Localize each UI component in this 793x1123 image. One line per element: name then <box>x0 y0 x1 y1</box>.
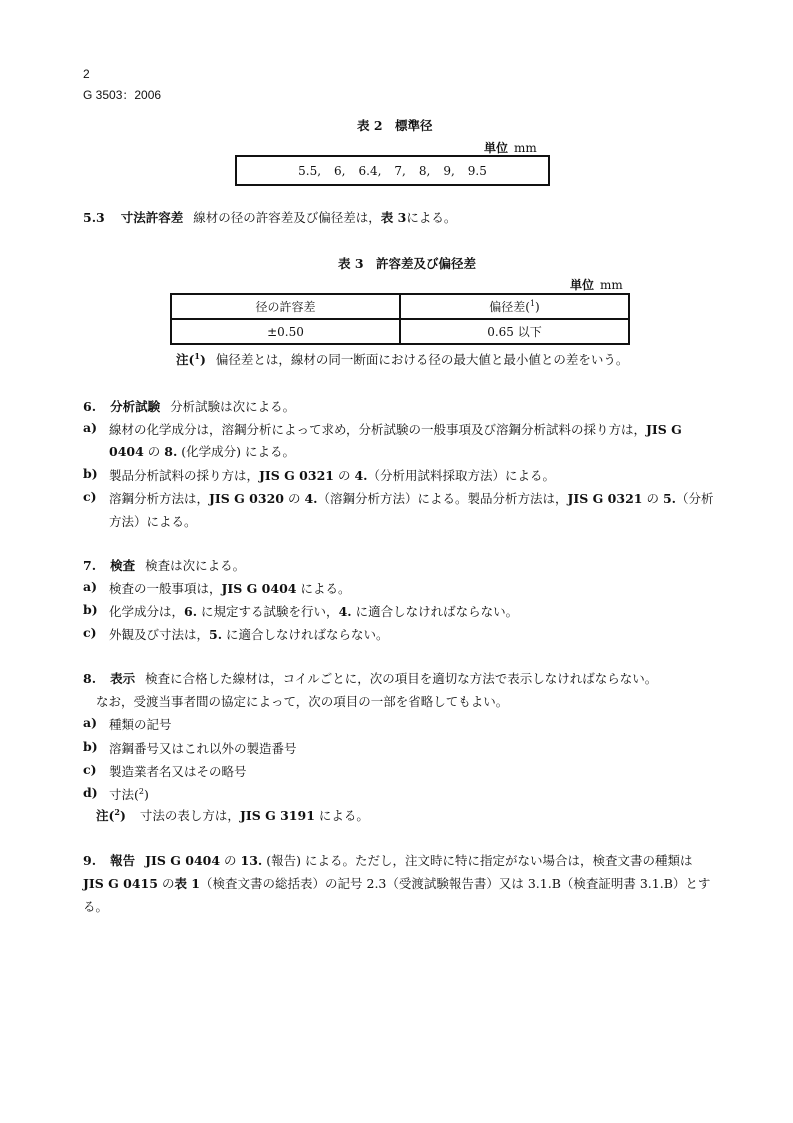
section-title: 報告 <box>110 853 136 868</box>
standard-diameter-values <box>298 164 487 178</box>
section-5-3 <box>83 208 456 226</box>
note-label: 注( <box>96 808 115 823</box>
list-item-b <box>109 466 555 484</box>
diameter-value: 7, <box>394 163 406 178</box>
diameter-value: 8, <box>418 163 431 178</box>
section-intro: 検査に合格した線材は，コイルごとに，次の項目を適切な方法で表示しなければならない。 <box>145 671 658 686</box>
table-ref: 表 3 <box>380 210 407 225</box>
section-title: 寸法許容差 <box>120 210 184 225</box>
list-item-a: 種類の記号 <box>109 717 172 732</box>
standard-code: G 3503：2006 <box>83 88 162 102</box>
list-key-c: c) <box>83 625 97 640</box>
text: 寸法( <box>109 787 139 802</box>
text: の <box>333 468 355 483</box>
section-9-line-3: る。 <box>83 899 109 914</box>
text: （検査文書の総括表）の記号 2.3（受渡試験報告書）又は 3.1.B（検査証明書 3.1.B）とす <box>200 876 711 891</box>
list-key-b: b) <box>83 739 98 754</box>
header-out-of-roundness <box>400 294 629 319</box>
section-8 <box>83 669 657 687</box>
text: （溶鋼分析方法）による。製品分析方法は， <box>317 491 568 506</box>
jis-ref: JIS G <box>646 422 682 437</box>
jis-ref: JIS G 0404 <box>221 581 297 596</box>
list-item-a <box>109 420 682 438</box>
note-close: ) <box>120 808 126 823</box>
jis-ref: JIS G 0321 <box>567 491 643 506</box>
diameter-value: 5.5, <box>298 163 322 178</box>
text: （分析用試料採取方法）による。 <box>367 468 556 483</box>
jis-ref: 0404 <box>109 444 144 459</box>
list-item-c <box>109 489 714 507</box>
header-close: ) <box>535 300 540 314</box>
table2-caption: 表 2 標準径 <box>357 118 433 133</box>
list-key-a: a) <box>83 420 98 435</box>
clause-ref: 6. <box>184 604 198 619</box>
table3-caption: 表 3 許容差及び偏径差 <box>338 256 477 271</box>
text: の <box>220 853 241 868</box>
section-9 <box>83 851 692 869</box>
clause-ref: 4. <box>338 604 352 619</box>
section-text: 線材の径の許容差及び偏径差は， <box>193 210 381 225</box>
table2-unit-value: mm <box>514 141 537 155</box>
section-8-note <box>96 806 369 824</box>
page-number: 2 <box>83 67 90 81</box>
list-key-b: b) <box>83 602 98 617</box>
diameter-value: 6.4, <box>358 163 382 178</box>
text: 寸法の表し方は， <box>139 808 240 823</box>
note-text: 偏径差とは，線材の同一断面における径の最大値と最小値との差をいう。 <box>215 352 629 367</box>
cell-diameter-tolerance: ±0.50 <box>171 319 400 344</box>
text: （分析 <box>676 491 714 506</box>
section-7 <box>83 556 245 574</box>
list-item-b <box>109 602 518 620</box>
text: 溶鋼分析方法は， <box>109 491 210 506</box>
list-key-b: b) <box>83 466 98 481</box>
table3-note <box>176 350 628 368</box>
section-number: 7. <box>83 558 97 573</box>
clause-ref: 8. <box>164 444 178 459</box>
list-key-a: a) <box>83 715 98 730</box>
section-intro: 分析試験は次による。 <box>170 399 296 414</box>
table2-unit <box>484 139 537 156</box>
text: 製品分析試料の採り方は， <box>109 468 260 483</box>
list-key-c: c) <box>83 489 97 504</box>
text: に規定する試験を行い， <box>197 604 339 619</box>
section-number: 9. <box>83 853 97 868</box>
note-sup: 2 <box>114 806 120 817</box>
text: ) <box>143 787 149 802</box>
text: の <box>143 444 165 459</box>
text: に適合しなければならない。 <box>222 627 389 642</box>
list-key-a: a) <box>83 579 98 594</box>
section-title: 表示 <box>110 671 136 686</box>
section-intro-2: なお，受渡当事者間の協定によって，次の項目の一部を省略してもよい。 <box>96 694 509 709</box>
tolerance-table <box>170 293 630 345</box>
text: の <box>283 491 305 506</box>
jis-ref: JIS G 0415 <box>83 876 158 891</box>
section-9-line-2 <box>83 874 710 892</box>
table3-unit-value: mm <box>600 278 623 292</box>
section-number: 8. <box>83 671 97 686</box>
clause-ref: 4. <box>354 468 368 483</box>
diameter-value: 9, <box>443 163 455 178</box>
section-number: 6. <box>83 399 97 414</box>
section-number: 5.3 <box>83 210 105 225</box>
header-text: 偏径差( <box>489 300 530 314</box>
text: 外観及び寸法は， <box>109 627 210 642</box>
jis-ref: JIS G 0321 <box>259 468 334 483</box>
table-header-row <box>171 294 629 319</box>
section-title: 検査 <box>110 558 136 573</box>
note-close: ) <box>200 352 206 367</box>
clause-ref: 5. <box>209 627 223 642</box>
text: 化学成分は， <box>109 604 185 619</box>
cell-out-of-roundness: 0.65 以下 <box>400 319 629 344</box>
list-item-c <box>109 625 389 643</box>
text: による。 <box>296 581 351 596</box>
text: (化学成分) による。 <box>177 444 296 459</box>
list-key-c: c) <box>83 762 97 777</box>
jis-ref: JIS G 3191 <box>239 808 315 823</box>
header-diameter-tolerance: 径の許容差 <box>171 294 400 319</box>
table2-unit-label: 単位 <box>484 141 509 155</box>
footnote-ref: 2 <box>138 786 144 796</box>
section-title: 分析試験 <box>110 399 161 414</box>
table-ref: 表 1 <box>174 876 201 891</box>
list-item-a-cont <box>109 442 295 460</box>
section-text-end: による。 <box>406 210 457 225</box>
section-6 <box>83 397 295 415</box>
note-label: 注( <box>176 352 195 367</box>
diameter-value: 6, <box>334 163 346 178</box>
clause-ref: 4. <box>304 491 318 506</box>
text: の <box>642 491 663 506</box>
clause-ref: 5. <box>662 491 676 506</box>
text: 検査の一般事項は， <box>109 581 222 596</box>
text: による。 <box>314 808 369 823</box>
table-row <box>171 319 629 344</box>
list-item-c-cont: 方法）による。 <box>109 514 197 529</box>
list-key-d: d) <box>83 785 98 800</box>
footnote-ref: 1 <box>529 299 536 308</box>
list-item-a <box>109 579 350 597</box>
note-sup: 1 <box>194 350 200 361</box>
clause-ref: 13. <box>240 853 263 868</box>
text: の <box>157 876 175 891</box>
standard-diameter-table <box>235 155 550 186</box>
diameter-value: 9.5 <box>467 163 487 178</box>
text: に適合しなければならない。 <box>351 604 519 619</box>
text: 線材の化学成分は，溶鋼分析によって求め，分析試験の一般事項及び溶鋼分析試料の採り方は， <box>109 422 647 437</box>
list-item-c: 製造業者名又はその略号 <box>109 764 247 779</box>
jis-ref: JIS G 0320 <box>209 491 284 506</box>
jis-ref: JIS G 0404 <box>145 853 221 868</box>
table3-unit <box>570 276 623 293</box>
list-item-d <box>109 785 149 803</box>
section-intro: 検査は次による。 <box>145 558 246 573</box>
text: (報告) による。ただし，注文時に特に指定がない場合は，検査文書の種類は <box>262 853 693 868</box>
table3-unit-label: 単位 <box>570 278 595 292</box>
list-item-b: 溶鋼番号又はこれ以外の製造番号 <box>109 741 297 756</box>
